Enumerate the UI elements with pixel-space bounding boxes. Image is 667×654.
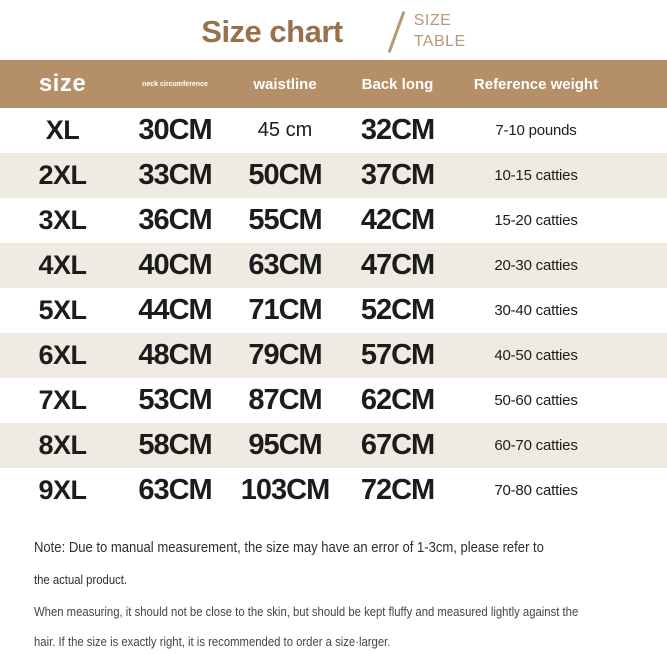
table-row (0, 378, 667, 423)
waistline-value-cell: 63CM (248, 249, 322, 281)
note-line-1: Note: Due to manual measurement, the size may have an error of 1-3cm, please refer to (34, 539, 544, 556)
neck-value-cell: 30CM (138, 114, 212, 146)
size-label-cell: 3XL (38, 205, 87, 235)
waistline-value-cell: 71CM (248, 294, 322, 326)
col-header-reference-weight: Reference weight (473, 75, 599, 93)
neck-value-cell: 36CM (138, 204, 212, 236)
header-row (0, 60, 667, 108)
back-long-value-cell: 47CM (360, 249, 435, 281)
size-table (0, 60, 667, 513)
notes-section (0, 513, 667, 649)
reference-weight-cell: 30-40 catties (494, 302, 578, 319)
back-long-value-cell: 67CM (360, 429, 435, 461)
subtitle-text (414, 11, 466, 53)
table-row (0, 423, 667, 468)
page-header (0, 0, 667, 60)
col-header-size: size (38, 70, 87, 97)
note-line-2: the actual product. (34, 572, 128, 587)
waistline-value-cell: 45 cm (257, 119, 313, 141)
back-long-value-cell: 72CM (360, 474, 435, 506)
size-label-cell: XL (45, 115, 80, 145)
back-long-value-cell: 42CM (360, 204, 435, 236)
neck-value-cell: 48CM (138, 339, 212, 371)
table-row (0, 468, 667, 513)
waistline-value-cell: 103CM (240, 474, 330, 506)
size-label-cell: 7XL (38, 385, 87, 415)
note-line-4: hair. If the size is exactly right, it is recommended to order a size·larger. (34, 634, 391, 649)
back-long-value-cell: 52CM (360, 294, 435, 326)
waistline-value-cell: 79CM (248, 339, 322, 371)
table-row (0, 108, 667, 153)
note-line-3: When measuring, it should not be close to the skin, but should be kept fluffy and measured lightly against the (34, 604, 579, 619)
size-table-header (0, 60, 667, 108)
neck-value-cell: 58CM (138, 429, 212, 461)
reference-weight-cell: 50-60 catties (494, 392, 578, 409)
subtitle-line-1: SIZE (413, 12, 452, 30)
waistline-value-cell: 87CM (248, 384, 322, 416)
table-row (0, 153, 667, 198)
size-label-cell: 9XL (38, 475, 87, 505)
slash-divider-icon (387, 11, 405, 53)
back-long-value-cell: 32CM (360, 114, 435, 146)
reference-weight-cell: 10-15 catties (494, 167, 578, 184)
reference-weight-cell: 40-50 catties (494, 347, 578, 364)
back-long-value-cell: 37CM (360, 159, 435, 191)
waistline-value-cell: 55CM (248, 204, 322, 236)
reference-weight-cell: 15-20 catties (494, 212, 578, 229)
size-label-cell: 4XL (38, 250, 87, 280)
col-header-waistline: waistline (253, 75, 317, 93)
table-row (0, 198, 667, 243)
back-long-value-cell: 62CM (360, 384, 435, 416)
reference-weight-cell: 60-70 catties (494, 437, 578, 454)
col-header-back-long: Back long (361, 75, 434, 93)
waistline-value-cell: 95CM (248, 429, 322, 461)
waistline-value-cell: 50CM (248, 159, 322, 191)
neck-value-cell: 53CM (138, 384, 212, 416)
col-header-neck-circumference: neck circumference (142, 80, 208, 88)
table-row (0, 243, 667, 288)
page-title: Size chart (201, 14, 343, 49)
table-row (0, 288, 667, 333)
neck-value-cell: 63CM (138, 474, 212, 506)
neck-value-cell: 33CM (138, 159, 212, 191)
neck-value-cell: 44CM (138, 294, 212, 326)
subtitle-line-2: TABLE (413, 33, 466, 50)
size-label-cell: 6XL (38, 340, 87, 370)
reference-weight-cell: 70-80 catties (494, 482, 578, 499)
page-subtitle (395, 10, 466, 54)
size-label-cell: 2XL (38, 160, 87, 190)
size-label-cell: 8XL (38, 430, 87, 460)
size-table-body (0, 108, 667, 513)
neck-value-cell: 40CM (138, 249, 212, 281)
table-row (0, 333, 667, 378)
size-label-cell: 5XL (38, 295, 87, 325)
reference-weight-cell: 7-10 pounds (495, 122, 577, 139)
reference-weight-cell: 20-30 catties (494, 257, 578, 274)
back-long-value-cell: 57CM (360, 339, 435, 371)
